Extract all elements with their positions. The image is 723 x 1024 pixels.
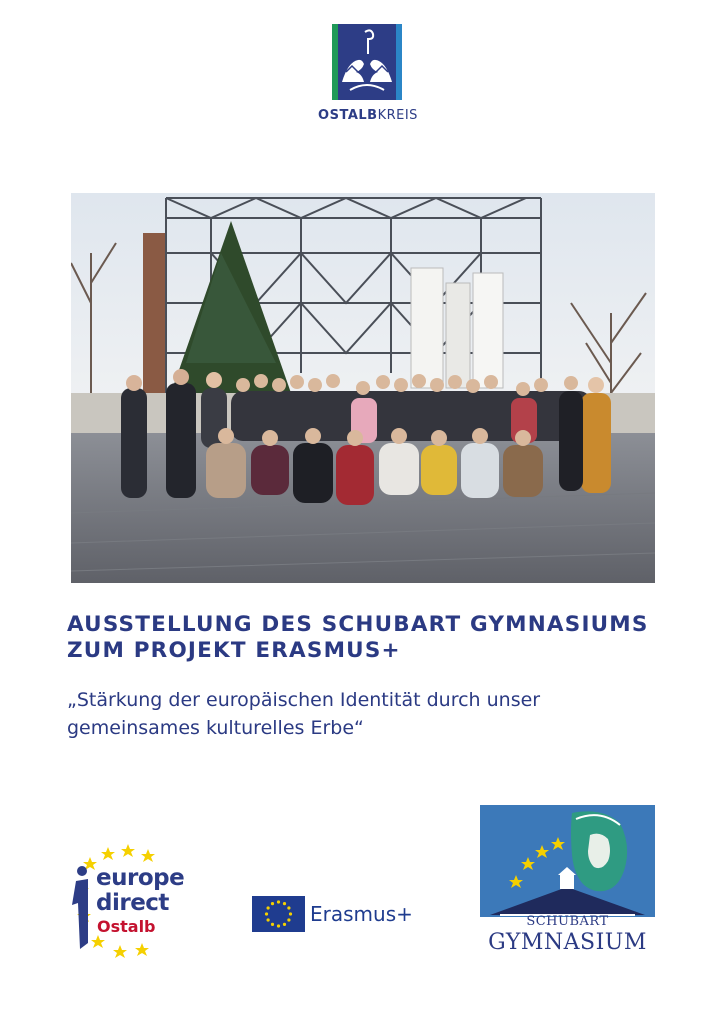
schubart-gymnasium-logo xyxy=(480,805,655,957)
schubart-name-line2: GYMNASIUM xyxy=(488,930,647,955)
erasmus-logo xyxy=(252,896,432,936)
subtitle-line-1: „Stärkung der europäischen Identität durch unser xyxy=(67,689,541,711)
eu-flag-icon xyxy=(252,896,305,932)
erasmus-label: Erasmus+ xyxy=(310,902,413,926)
schubart-name-line1: SCHUBART xyxy=(526,914,609,929)
ostalbkreis-wordmark: OSTALBKREIS xyxy=(318,108,418,123)
subtitle xyxy=(67,686,667,742)
page-title xyxy=(67,612,667,664)
title-line-2: ZUM PROJEKT ERASMUS+ xyxy=(67,638,401,663)
europe-direct-line1: europe xyxy=(96,865,185,891)
ostalbkreis-emblem-icon xyxy=(332,24,402,100)
schubart-emblem-icon xyxy=(480,805,655,917)
europe-direct-logo xyxy=(70,843,200,958)
group-photo xyxy=(71,193,655,583)
title-line-1: AUSSTELLUNG DES SCHUBART GYMNASIUMS xyxy=(67,612,649,637)
subtitle-line-2: gemeinsames kulturelles Erbe“ xyxy=(67,717,364,739)
europe-direct-line2: direct xyxy=(96,890,169,916)
europe-direct-line3: Ostalb xyxy=(97,917,156,936)
ostalbkreis-logo xyxy=(313,22,423,126)
